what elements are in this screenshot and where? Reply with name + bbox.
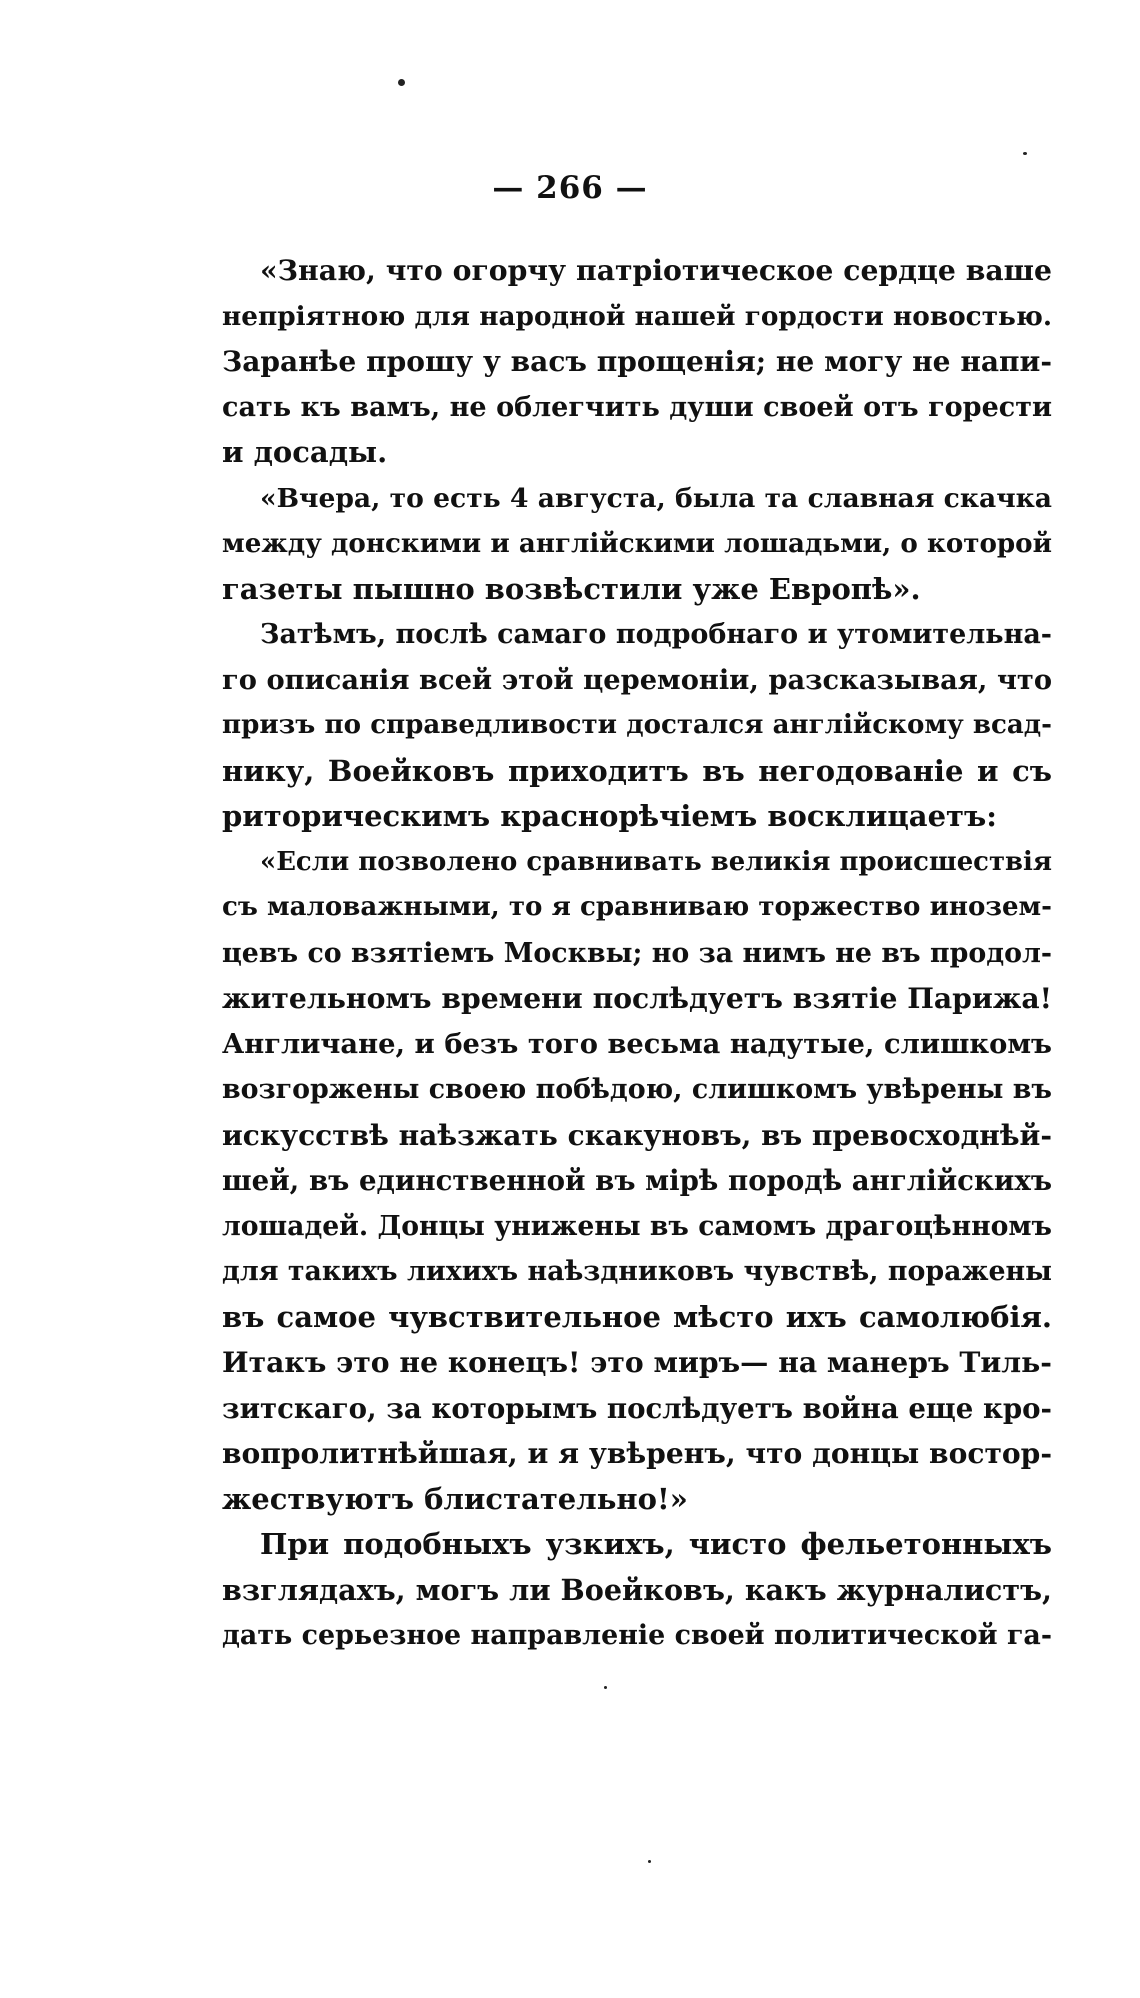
paragraph: [222, 476, 1052, 613]
text-line: жествуютъ блистательно!»: [222, 1481, 688, 1516]
text-line: искусствѣ наѣзжать скакуновъ, въ превосходнѣй-: [222, 1118, 1052, 1152]
text-line: Заранѣе прошу у васъ прощенія; не могу не напи-: [222, 345, 1052, 378]
text-line: «Вчера, то есть 4 августа, была та славная скачка: [260, 482, 1052, 514]
text-line: Затѣмъ, послѣ самаго подробнаго и утомительна-: [260, 619, 1052, 650]
paragraph: [222, 248, 1052, 476]
paragraph: [222, 840, 1052, 1523]
ink-speck: [398, 79, 405, 86]
text-line: вопролитнѣйшая, и я увѣренъ, что донцы востор-: [222, 1437, 1052, 1470]
text-line: «Знаю, что огорчу патріотическое сердце ваше: [260, 253, 1052, 287]
text-line: взглядахъ, могъ ли Воейковъ, какъ журналистъ,: [222, 1572, 1052, 1607]
paragraph: [222, 1522, 1052, 1659]
text-line: сать къ вамъ, не облегчить души своей отъ горести: [222, 391, 1052, 423]
text-line: Итакъ это не конецъ! это миръ— на манеръ Тиль-: [222, 1346, 1052, 1379]
text-line: между донскими и англійскими лошадьми, о которой: [222, 528, 1052, 559]
text-line: риторическимъ краснорѣчіемъ восклицаетъ:: [222, 799, 997, 833]
text-line: нику, Воейковъ приходитъ въ негодованіе и съ: [222, 753, 1052, 788]
text-line: жительномъ времени послѣдуетъ взятіе Парижа!: [222, 982, 1052, 1015]
text-line: Англичане, и безъ того весьма надутые, слишкомъ: [222, 1027, 1052, 1060]
text-line: съ маловажными, то я сравниваю торжество инозем-: [222, 892, 1052, 922]
text-line: и досады.: [222, 435, 388, 469]
text-line: газеты пышно возвѣстили уже Европѣ».: [222, 571, 921, 606]
text-line: возгоржены своею побѣдою, слишкомъ увѣрены въ: [222, 1074, 1052, 1105]
paragraph: [222, 612, 1052, 840]
ink-speck: [1023, 152, 1027, 155]
ink-speck: [604, 1686, 607, 1689]
text-line: въ самое чувствительное мѣсто ихъ самолюбія.: [222, 1299, 1052, 1334]
text-line: дать серьезное направленіе своей политической га-: [222, 1620, 1052, 1651]
text-line: призъ по справедливости достался англійскому всад-: [222, 710, 1052, 740]
text-line: зитскаго, за которымъ послѣдуетъ война еще кро-: [222, 1391, 1052, 1425]
text-line: го описанія всей этой церемоніи, разсказывая, что: [222, 663, 1052, 696]
body-text: [222, 248, 1052, 1659]
text-line: При подобныхъ узкихъ, чисто фельетонныхъ: [260, 1527, 1052, 1561]
text-line: непріятною для народной нашей гордости новостью.: [222, 300, 1052, 332]
text-line: шей, въ единственной въ мірѣ породѣ англійскихъ: [222, 1164, 1052, 1197]
page-number: — 266 —: [492, 170, 648, 206]
text-line: для такихъ лихихъ наѣздниковъ чувствѣ, поражены: [222, 1256, 1052, 1287]
ink-speck: [648, 1860, 651, 1863]
text-line: лошадей. Донцы унижены въ самомъ драгоцѣнномъ: [222, 1210, 1052, 1242]
text-line: «Если позволено сравнивать великія происшествія: [260, 846, 1052, 877]
text-line: цевъ со взятіемъ Москвы; но за нимъ не въ продол-: [222, 937, 1052, 969]
